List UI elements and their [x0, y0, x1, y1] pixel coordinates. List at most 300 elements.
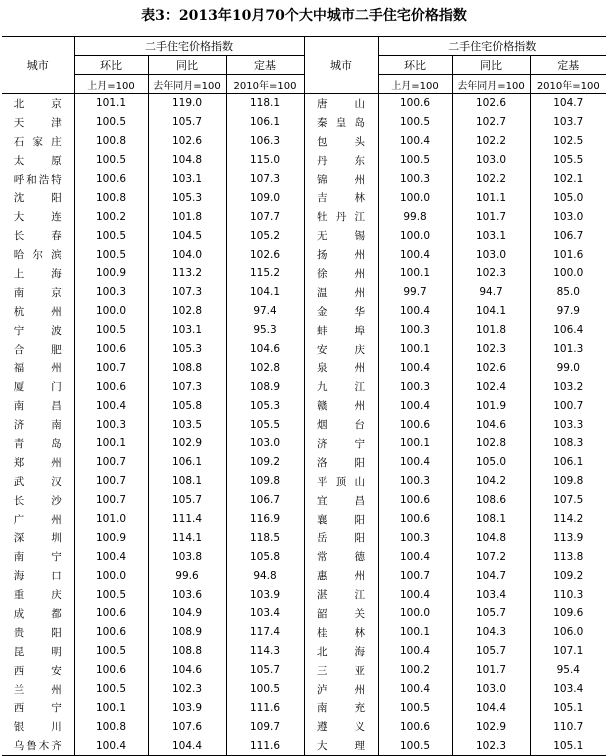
right-tongbi-value: 105.0 — [452, 453, 530, 472]
right-huanbi-value: 100.3 — [378, 321, 452, 340]
left-tongbi-value: 102.6 — [148, 132, 226, 151]
right-huanbi-value: 100.4 — [378, 358, 452, 377]
left-huanbi-value: 100.8 — [74, 132, 148, 151]
left-huanbi-value: 100.3 — [74, 415, 148, 434]
left-dingji-value: 109.2 — [226, 453, 304, 472]
right-tongbi-value: 101.7 — [452, 207, 530, 226]
left-huanbi-value: 100.7 — [74, 472, 148, 491]
right-tongbi-value: 108.6 — [452, 491, 530, 510]
right-huanbi-value: 100.5 — [378, 151, 452, 170]
city-label: 韶关 — [317, 607, 366, 620]
city-label: 金华 — [317, 305, 366, 318]
left-dingji-value: 103.9 — [226, 585, 304, 604]
city-label: 郑州 — [13, 456, 62, 469]
right-dingji-value: 100.7 — [530, 396, 606, 415]
table-body — [2, 94, 606, 756]
city-label: 长沙 — [13, 494, 62, 507]
right-tongbi-value: 103.0 — [452, 151, 530, 170]
city-label: 唐山 — [317, 97, 366, 110]
left-dingji-value: 107.3 — [226, 170, 304, 189]
right-huanbi-value: 100.4 — [378, 396, 452, 415]
left-dingji-value: 103.0 — [226, 434, 304, 453]
right-city-name — [304, 94, 378, 113]
left-dingji-value: 115.2 — [226, 264, 304, 283]
table-row — [2, 132, 606, 151]
right-tongbi-value: 102.8 — [452, 434, 530, 453]
right-city-name — [304, 736, 378, 755]
right-tongbi-value: 102.3 — [452, 736, 530, 755]
right-city-name — [304, 188, 378, 207]
city-label: 杭州 — [13, 305, 62, 318]
left-city-name — [2, 207, 74, 226]
right-tongbi-value: 103.1 — [452, 226, 530, 245]
left-tongbi-value: 105.3 — [148, 340, 226, 359]
city-label: 北海 — [317, 645, 366, 658]
left-tongbi-value: 107.3 — [148, 283, 226, 302]
left-dingji-value: 116.9 — [226, 510, 304, 529]
right-city-name — [304, 340, 378, 359]
left-huanbi-value: 100.9 — [74, 528, 148, 547]
left-city-name — [2, 245, 74, 264]
left-tongbi-value: 103.6 — [148, 585, 226, 604]
city-label: 无锡 — [317, 230, 366, 243]
left-city-name — [2, 113, 74, 132]
right-city-name — [304, 302, 378, 321]
left-tongbi-value: 113.2 — [148, 264, 226, 283]
city-label: 昆明 — [13, 645, 62, 658]
right-tongbi-value: 102.6 — [452, 94, 530, 113]
left-dingji-value: 105.3 — [226, 396, 304, 415]
left-city-name — [2, 699, 74, 718]
right-city-name — [304, 245, 378, 264]
huanbi-header-left: 环比 — [74, 56, 148, 75]
left-dingji-value: 100.5 — [226, 680, 304, 699]
right-city-name — [304, 132, 378, 151]
right-dingji-value: 108.3 — [530, 434, 606, 453]
city-label: 常德 — [317, 551, 366, 564]
left-huanbi-value: 100.4 — [74, 736, 148, 755]
table-row — [2, 113, 606, 132]
right-huanbi-value: 100.6 — [378, 491, 452, 510]
table-row — [2, 415, 606, 434]
city-label: 青岛 — [13, 437, 62, 450]
city-label: 南充 — [317, 702, 366, 715]
right-huanbi-value: 100.6 — [378, 717, 452, 736]
right-tongbi-value: 104.1 — [452, 302, 530, 321]
table-row — [2, 264, 606, 283]
left-huanbi-value: 100.5 — [74, 113, 148, 132]
left-dingji-value: 109.7 — [226, 717, 304, 736]
left-city-name — [2, 358, 74, 377]
city-label: 乌鲁木齐 — [13, 740, 62, 753]
left-city-name — [2, 340, 74, 359]
left-dingji-value: 105.8 — [226, 547, 304, 566]
left-tongbi-value: 103.5 — [148, 415, 226, 434]
city-label: 包头 — [317, 135, 366, 148]
city-label: 广州 — [13, 513, 62, 526]
right-huanbi-value: 100.7 — [378, 566, 452, 585]
right-city-name — [304, 170, 378, 189]
left-city-name — [2, 491, 74, 510]
right-city-name — [304, 699, 378, 718]
left-dingji-value: 105.5 — [226, 415, 304, 434]
right-city-name — [304, 151, 378, 170]
left-huanbi-value: 100.4 — [74, 547, 148, 566]
right-tongbi-value: 102.7 — [452, 113, 530, 132]
right-tongbi-value: 107.2 — [452, 547, 530, 566]
city-label: 哈尔滨 — [13, 249, 62, 262]
left-huanbi-value: 100.8 — [74, 717, 148, 736]
left-huanbi-value: 100.6 — [74, 661, 148, 680]
left-huanbi-value: 100.0 — [74, 302, 148, 321]
left-city-name — [2, 170, 74, 189]
city-label: 福州 — [13, 362, 62, 375]
table-row — [2, 283, 606, 302]
right-huanbi-value: 100.4 — [378, 642, 452, 661]
city-label: 宜昌 — [317, 494, 366, 507]
right-dingji-value: 106.4 — [530, 321, 606, 340]
right-tongbi-value: 102.2 — [452, 170, 530, 189]
right-tongbi-value: 103.0 — [452, 245, 530, 264]
group-header-left: 二手住宅价格指数 — [74, 37, 304, 56]
right-dingji-value: 107.5 — [530, 491, 606, 510]
huanbi-header-right: 环比 — [378, 56, 452, 75]
huanbi-base-left: 上月=100 — [74, 75, 148, 94]
right-dingji-value: 95.4 — [530, 661, 606, 680]
table-row — [2, 302, 606, 321]
left-huanbi-value: 100.1 — [74, 699, 148, 718]
right-dingji-value: 107.1 — [530, 642, 606, 661]
right-city-name — [304, 717, 378, 736]
left-dingji-value: 114.3 — [226, 642, 304, 661]
right-huanbi-value: 100.0 — [378, 226, 452, 245]
right-huanbi-value: 100.4 — [378, 245, 452, 264]
right-dingji-value: 110.7 — [530, 717, 606, 736]
left-city-name — [2, 434, 74, 453]
tongbi-header-right: 同比 — [452, 56, 530, 75]
city-label: 石家庄 — [13, 135, 62, 148]
city-label: 武汉 — [13, 475, 62, 488]
right-tongbi-value: 101.9 — [452, 396, 530, 415]
table-row — [2, 170, 606, 189]
left-tongbi-value: 104.4 — [148, 736, 226, 755]
table-row — [2, 699, 606, 718]
city-label: 银川 — [13, 721, 62, 734]
right-tongbi-value: 105.7 — [452, 604, 530, 623]
right-dingji-value: 106.0 — [530, 623, 606, 642]
right-huanbi-value: 100.4 — [378, 547, 452, 566]
left-dingji-value: 105.7 — [226, 661, 304, 680]
city-label: 南京 — [13, 286, 62, 299]
right-dingji-value: 103.7 — [530, 113, 606, 132]
left-tongbi-value: 105.8 — [148, 396, 226, 415]
right-city-name — [304, 528, 378, 547]
right-dingji-value: 100.0 — [530, 264, 606, 283]
right-tongbi-value: 103.0 — [452, 680, 530, 699]
right-tongbi-value: 104.8 — [452, 528, 530, 547]
right-city-name — [304, 510, 378, 529]
left-city-name — [2, 453, 74, 472]
left-city-name — [2, 510, 74, 529]
right-city-name — [304, 472, 378, 491]
right-city-name — [304, 207, 378, 226]
right-city-name — [304, 264, 378, 283]
right-dingji-value: 109.2 — [530, 566, 606, 585]
right-tongbi-value: 104.6 — [452, 415, 530, 434]
city-label: 烟台 — [317, 419, 366, 432]
left-tongbi-value: 114.1 — [148, 528, 226, 547]
right-city-name — [304, 396, 378, 415]
left-huanbi-value: 100.6 — [74, 604, 148, 623]
right-dingji-value: 105.1 — [530, 736, 606, 755]
left-tongbi-value: 108.9 — [148, 623, 226, 642]
right-city-name — [304, 680, 378, 699]
table-row — [2, 321, 606, 340]
left-tongbi-value: 107.3 — [148, 377, 226, 396]
right-huanbi-value: 100.1 — [378, 264, 452, 283]
table-row — [2, 566, 606, 585]
left-huanbi-value: 100.5 — [74, 245, 148, 264]
right-tongbi-value: 104.2 — [452, 472, 530, 491]
left-dingji-value: 109.8 — [226, 472, 304, 491]
right-dingji-value: 103.3 — [530, 415, 606, 434]
city-label: 牡丹江 — [317, 211, 366, 224]
left-city-name — [2, 661, 74, 680]
left-dingji-value: 102.8 — [226, 358, 304, 377]
right-huanbi-value: 100.1 — [378, 340, 452, 359]
left-city-name — [2, 226, 74, 245]
city-label: 湛江 — [317, 589, 366, 602]
left-dingji-value: 106.1 — [226, 113, 304, 132]
right-tongbi-value: 102.9 — [452, 717, 530, 736]
right-huanbi-value: 100.2 — [378, 661, 452, 680]
left-huanbi-value: 100.2 — [74, 207, 148, 226]
table-row — [2, 207, 606, 226]
left-huanbi-value: 100.1 — [74, 434, 148, 453]
city-label: 安庆 — [317, 343, 366, 356]
left-dingji-value: 103.4 — [226, 604, 304, 623]
left-city-name — [2, 604, 74, 623]
left-huanbi-value: 100.7 — [74, 358, 148, 377]
left-tongbi-value: 119.0 — [148, 94, 226, 113]
right-city-name — [304, 415, 378, 434]
right-dingji-value: 102.1 — [530, 170, 606, 189]
right-huanbi-value: 100.5 — [378, 699, 452, 718]
city-label: 宁波 — [13, 324, 62, 337]
table-row — [2, 510, 606, 529]
right-city-name — [304, 661, 378, 680]
city-label: 深圳 — [13, 532, 62, 545]
table-row — [2, 736, 606, 755]
city-label: 大连 — [13, 211, 62, 224]
right-dingji-value: 103.2 — [530, 377, 606, 396]
left-city-name — [2, 302, 74, 321]
table-row — [2, 604, 606, 623]
right-tongbi-value: 108.1 — [452, 510, 530, 529]
right-city-name — [304, 453, 378, 472]
city-label: 兰州 — [13, 683, 62, 696]
left-dingji-value: 111.6 — [226, 699, 304, 718]
right-huanbi-value: 100.3 — [378, 377, 452, 396]
left-tongbi-value: 102.9 — [148, 434, 226, 453]
left-dingji-value: 111.6 — [226, 736, 304, 755]
left-city-name — [2, 736, 74, 755]
city-label: 重庆 — [13, 589, 62, 602]
table-row — [2, 642, 606, 661]
left-tongbi-value: 108.1 — [148, 472, 226, 491]
city-label: 泸州 — [317, 683, 366, 696]
right-huanbi-value: 100.4 — [378, 132, 452, 151]
table-row — [2, 680, 606, 699]
left-city-name — [2, 642, 74, 661]
left-huanbi-value: 100.6 — [74, 340, 148, 359]
left-dingji-value: 109.0 — [226, 188, 304, 207]
city-label: 呼和浩特 — [13, 173, 62, 186]
city-label: 西宁 — [13, 702, 62, 715]
city-label: 蚌埠 — [317, 324, 366, 337]
city-label: 贵阳 — [13, 626, 62, 639]
right-huanbi-value: 99.7 — [378, 283, 452, 302]
dingji-header-left: 定基 — [226, 56, 304, 75]
right-city-name — [304, 377, 378, 396]
right-city-name — [304, 358, 378, 377]
city-label: 上海 — [13, 267, 62, 280]
huanbi-base-right: 上月=100 — [378, 75, 452, 94]
price-index-table — [2, 36, 606, 756]
right-dingji-value: 101.3 — [530, 340, 606, 359]
city-label: 岳阳 — [317, 532, 366, 545]
city-label: 惠州 — [317, 570, 366, 583]
dingji-base-left: 2010年=100 — [226, 75, 304, 94]
right-city-name — [304, 547, 378, 566]
tongbi-base-left: 去年同月=100 — [148, 75, 226, 94]
right-dingji-value: 113.9 — [530, 528, 606, 547]
right-tongbi-value: 102.4 — [452, 377, 530, 396]
right-dingji-value: 85.0 — [530, 283, 606, 302]
left-tongbi-value: 108.8 — [148, 358, 226, 377]
right-dingji-value: 97.9 — [530, 302, 606, 321]
city-label: 泉州 — [317, 362, 366, 375]
left-dingji-value: 118.5 — [226, 528, 304, 547]
right-huanbi-value: 100.0 — [378, 188, 452, 207]
city-label: 太原 — [13, 154, 62, 167]
city-label: 扬州 — [317, 249, 366, 262]
left-tongbi-value: 105.3 — [148, 188, 226, 207]
left-city-name — [2, 415, 74, 434]
right-tongbi-value: 102.6 — [452, 358, 530, 377]
left-dingji-value: 105.2 — [226, 226, 304, 245]
table-row — [2, 94, 606, 113]
left-tongbi-value: 103.9 — [148, 699, 226, 718]
left-huanbi-value: 100.3 — [74, 283, 148, 302]
table-title: 表3：2013年10月70个大中城市二手住宅价格指数 — [141, 8, 467, 24]
left-city-name — [2, 585, 74, 604]
left-city-name — [2, 528, 74, 547]
right-dingji-value: 113.8 — [530, 547, 606, 566]
left-city-name — [2, 94, 74, 113]
table-row — [2, 717, 606, 736]
right-huanbi-value: 100.6 — [378, 510, 452, 529]
right-dingji-value: 105.1 — [530, 699, 606, 718]
table-row — [2, 226, 606, 245]
right-tongbi-value: 101.7 — [452, 661, 530, 680]
right-huanbi-value: 100.3 — [378, 472, 452, 491]
right-huanbi-value: 100.4 — [378, 302, 452, 321]
right-city-name — [304, 585, 378, 604]
left-tongbi-value: 107.6 — [148, 717, 226, 736]
left-huanbi-value: 100.5 — [74, 226, 148, 245]
right-city-name — [304, 434, 378, 453]
right-city-name — [304, 283, 378, 302]
table-row — [2, 547, 606, 566]
right-city-name — [304, 604, 378, 623]
left-tongbi-value: 104.5 — [148, 226, 226, 245]
city-label: 三亚 — [317, 664, 366, 677]
right-dingji-value: 102.5 — [530, 132, 606, 151]
right-tongbi-value: 102.3 — [452, 264, 530, 283]
left-dingji-value: 117.4 — [226, 623, 304, 642]
right-huanbi-value: 100.4 — [378, 585, 452, 604]
right-dingji-value: 103.0 — [530, 207, 606, 226]
city-label: 秦皇岛 — [317, 116, 366, 129]
left-dingji-value: 106.7 — [226, 491, 304, 510]
left-city-name — [2, 680, 74, 699]
left-huanbi-value: 100.5 — [74, 151, 148, 170]
left-city-name — [2, 132, 74, 151]
table-row — [2, 472, 606, 491]
right-tongbi-value: 104.4 — [452, 699, 530, 718]
right-huanbi-value: 100.3 — [378, 528, 452, 547]
left-city-name — [2, 151, 74, 170]
left-dingji-value: 108.9 — [226, 377, 304, 396]
table-row — [2, 188, 606, 207]
left-tongbi-value: 104.8 — [148, 151, 226, 170]
city-label: 济宁 — [317, 437, 366, 450]
city-label: 丹东 — [317, 154, 366, 167]
left-city-name — [2, 472, 74, 491]
left-tongbi-value: 102.3 — [148, 680, 226, 699]
right-huanbi-value: 100.5 — [378, 736, 452, 755]
right-tongbi-value: 102.2 — [452, 132, 530, 151]
city-label: 桂林 — [317, 626, 366, 639]
city-label: 长春 — [13, 230, 62, 243]
table-row — [2, 358, 606, 377]
right-huanbi-value: 100.5 — [378, 113, 452, 132]
left-huanbi-value: 100.5 — [74, 585, 148, 604]
city-label: 北京 — [13, 97, 62, 110]
left-tongbi-value: 104.6 — [148, 661, 226, 680]
table-row — [2, 377, 606, 396]
left-city-name — [2, 264, 74, 283]
city-label: 襄阳 — [317, 513, 366, 526]
city-header-right: 城市 — [304, 37, 378, 94]
left-city-name — [2, 717, 74, 736]
city-label: 济南 — [13, 419, 62, 432]
left-city-name — [2, 623, 74, 642]
left-city-name — [2, 188, 74, 207]
left-huanbi-value: 100.7 — [74, 491, 148, 510]
left-tongbi-value: 103.1 — [148, 170, 226, 189]
left-tongbi-value: 102.8 — [148, 302, 226, 321]
left-city-name — [2, 566, 74, 585]
left-huanbi-value: 100.6 — [74, 377, 148, 396]
table-row — [2, 151, 606, 170]
right-city-name — [304, 491, 378, 510]
city-label: 沈阳 — [13, 192, 62, 205]
city-label: 西安 — [13, 664, 62, 677]
city-label: 洛阳 — [317, 456, 366, 469]
left-tongbi-value: 104.9 — [148, 604, 226, 623]
